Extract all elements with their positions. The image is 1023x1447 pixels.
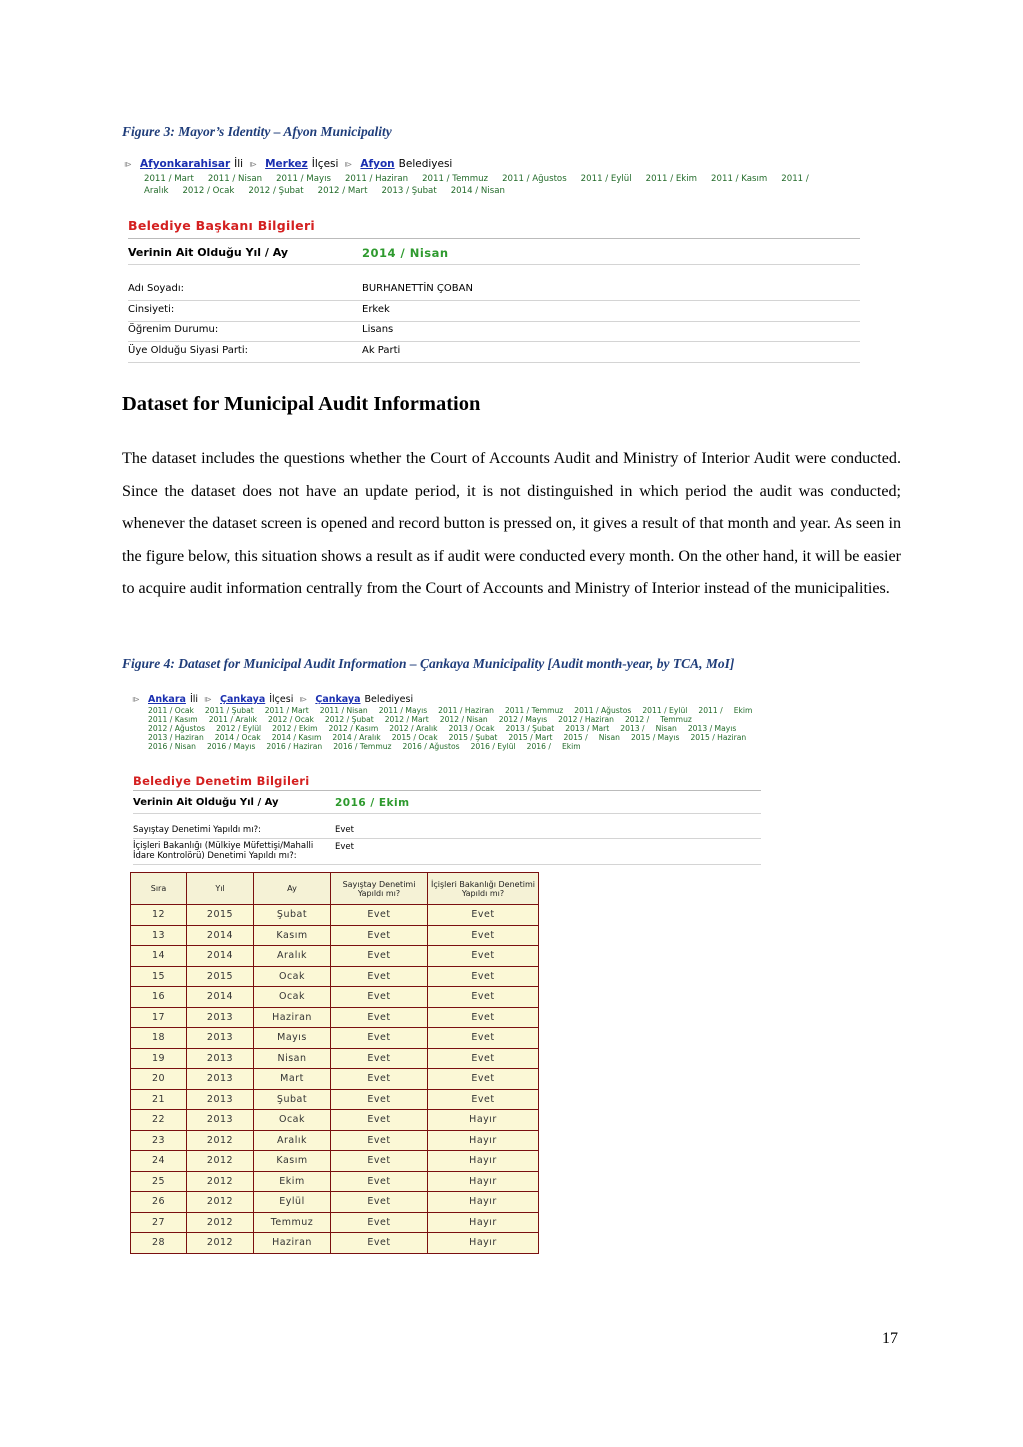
table-cell: Evet xyxy=(331,1089,428,1110)
table-cell: Evet xyxy=(331,1110,428,1131)
period-link[interactable]: 2011 / Nisan xyxy=(319,706,368,715)
period-link[interactable]: 2016 / Haziran xyxy=(266,742,323,752)
table-cell: Evet xyxy=(331,1130,428,1151)
table-cell: 19 xyxy=(131,1048,187,1069)
period-link[interactable]: 2011 / Ağustos xyxy=(574,706,632,715)
period-link[interactable]: 2014 / Ocak xyxy=(214,733,261,743)
table-cell: 23 xyxy=(131,1130,187,1151)
period-link[interactable]: Ekim xyxy=(733,706,753,715)
table-row xyxy=(131,1212,543,1233)
period-value: 2016 / Ekim xyxy=(335,797,410,809)
table-cell: 2014 xyxy=(187,987,254,1008)
table-cell: Eylül xyxy=(254,1192,331,1213)
figure-4-caption: Figure 4: Dataset for Municipal Audit Information – Çankaya Municipality [Audit month-year, by TCA, MoI] xyxy=(122,656,735,671)
period-link[interactable]: 2012 / Ocak xyxy=(182,185,235,196)
table-cell: Evet xyxy=(428,905,539,926)
table-cell: Hayır xyxy=(428,1212,539,1233)
table-cell: 2012 xyxy=(187,1212,254,1233)
table-cell: 20 xyxy=(131,1069,187,1090)
table-cell: 16 xyxy=(131,987,187,1008)
table-cell: 15 xyxy=(131,966,187,987)
table-cell: Ekim xyxy=(254,1171,331,1192)
period-link[interactable]: 2011 / Mart xyxy=(144,174,194,184)
period-link[interactable]: 2016 / Mayıs xyxy=(206,742,256,752)
table-cell: Ocak xyxy=(254,966,331,987)
table-cell: Hayır xyxy=(428,1233,539,1254)
table-cell: 2013 xyxy=(187,1069,254,1090)
period-link[interactable]: 2011 / Kasım xyxy=(148,715,198,725)
table-edge xyxy=(539,1069,543,1090)
period-link[interactable]: 2012 / Şubat xyxy=(324,715,374,725)
table-edge xyxy=(539,873,543,905)
period-link[interactable]: 2013 / Mart xyxy=(565,724,610,734)
period-link[interactable]: 2013 / Mayıs xyxy=(687,724,737,734)
table-row xyxy=(131,1233,543,1254)
table-cell: 2012 xyxy=(187,1171,254,1192)
period-link[interactable]: 2015 / Şubat xyxy=(448,733,498,743)
table-row xyxy=(131,905,543,926)
period-link[interactable]: 2016 / xyxy=(526,742,551,752)
table-cell: 24 xyxy=(131,1151,187,1172)
table-cell: Evet xyxy=(428,1007,539,1028)
column-header[interactable]: Yıl xyxy=(187,873,254,905)
table-cell: Evet xyxy=(331,1212,428,1233)
period-link[interactable]: 2011 / Eylül xyxy=(642,706,688,715)
period-link[interactable]: 2012 / Ocak xyxy=(268,715,314,725)
table-cell: Aralık xyxy=(254,1130,331,1151)
table-cell: Şubat xyxy=(254,1089,331,1110)
table-row xyxy=(131,966,543,987)
period-link[interactable]: 2016 / Temmuz xyxy=(333,742,392,752)
field-value: BURHANETTİN ÇOBAN xyxy=(362,283,473,294)
table-cell: Ocak xyxy=(254,1110,331,1131)
table-cell: Evet xyxy=(331,946,428,967)
period-link[interactable]: 2015 / xyxy=(563,733,588,743)
period-link[interactable]: 2011 / Ağustos xyxy=(502,174,567,184)
district-suffix: İlçesi xyxy=(269,694,294,705)
table-cell: 27 xyxy=(131,1212,187,1233)
table-cell: Evet xyxy=(331,1151,428,1172)
period-link[interactable]: Nisan xyxy=(598,733,620,743)
table-cell: Mart xyxy=(254,1069,331,1090)
table-cell: 2012 xyxy=(187,1233,254,1254)
period-row xyxy=(128,246,860,265)
table-cell: 14 xyxy=(131,946,187,967)
table-cell: 2015 xyxy=(187,966,254,987)
table-cell: Mayıs xyxy=(254,1028,331,1049)
table-cell: 13 xyxy=(131,925,187,946)
table-cell: Şubat xyxy=(254,905,331,926)
province-suffix: İli xyxy=(189,694,199,705)
period-link[interactable]: 2011 / Şubat xyxy=(204,706,254,715)
period-link[interactable]: 2012 / Ağustos xyxy=(148,724,206,734)
figure-3-caption: Figure 3: Mayor’s Identity – Afyon Municipality xyxy=(122,124,392,139)
table-cell: Evet xyxy=(331,1028,428,1049)
period-link[interactable]: 2012 / Eylül xyxy=(216,724,262,734)
field-row xyxy=(128,345,860,363)
period-link[interactable]: 2012 / Ekim xyxy=(272,724,318,734)
table-row xyxy=(131,1151,543,1172)
period-link[interactable]: 2013 / Şubat xyxy=(381,185,437,196)
field-row xyxy=(128,324,860,342)
table-cell: 2014 xyxy=(187,925,254,946)
table-cell: 22 xyxy=(131,1110,187,1131)
table-edge xyxy=(539,1151,543,1172)
divider xyxy=(128,238,860,239)
table-cell: 2013 xyxy=(187,1048,254,1069)
period-link[interactable]: Nisan xyxy=(655,724,677,734)
period-link[interactable]: 2011 / Aralık xyxy=(208,715,257,725)
period-link[interactable]: 2011 / Haziran xyxy=(344,174,409,184)
table-cell: Evet xyxy=(331,1048,428,1069)
period-link[interactable]: 2011 / xyxy=(781,174,809,184)
table-edge xyxy=(539,946,543,967)
table-cell: 2014 xyxy=(187,946,254,967)
period-link[interactable]: 2011 / Mayıs xyxy=(378,706,428,715)
table-edge xyxy=(539,1028,543,1049)
table-cell: Haziran xyxy=(254,1007,331,1028)
table-cell: Evet xyxy=(428,925,539,946)
arrow-icon: ⧐ xyxy=(344,159,353,169)
period-link[interactable]: Ekim xyxy=(561,742,581,752)
field-value: Lisans xyxy=(362,324,394,335)
table-cell: 2013 xyxy=(187,1110,254,1131)
table-cell: 2013 xyxy=(187,1007,254,1028)
table-header-row xyxy=(131,873,543,905)
municipality-suffix: Belediyesi xyxy=(364,694,414,705)
district-link[interactable]: Çankaya xyxy=(220,694,266,705)
table-cell: Evet xyxy=(428,1069,539,1090)
table-cell: Evet xyxy=(428,1089,539,1110)
district-link[interactable]: Merkez xyxy=(265,158,308,170)
period-link[interactable]: 2012 / Mayıs xyxy=(498,715,548,725)
period-link[interactable]: 2011 / Haziran xyxy=(438,706,494,715)
table-cell: 28 xyxy=(131,1233,187,1254)
table-cell: Ocak xyxy=(254,987,331,1008)
period-link[interactable]: 2011 / Temmuz xyxy=(504,706,564,715)
table-cell: 25 xyxy=(131,1171,187,1192)
period-link[interactable]: 2012 / Aralık xyxy=(389,724,438,734)
table-cell: Haziran xyxy=(254,1233,331,1254)
table-row xyxy=(131,987,543,1008)
section-heading: Dataset for Municipal Audit Information xyxy=(122,393,481,415)
period-link[interactable]: 2012 / Haziran xyxy=(558,715,614,725)
table-cell: Hayır xyxy=(428,1110,539,1131)
table-row xyxy=(131,925,543,946)
table-cell: Evet xyxy=(428,987,539,1008)
column-header[interactable]: Sayıştay Denetimi Yapıldı mı? xyxy=(331,873,428,905)
breadcrumb xyxy=(130,694,770,705)
field-label: Üye Olduğu Siyasi Parti: xyxy=(128,345,248,356)
period-link[interactable]: 2016 / Eylül xyxy=(470,742,516,752)
period-row xyxy=(133,797,761,814)
period-link[interactable]: Aralık xyxy=(144,185,169,196)
table-cell: 21 xyxy=(131,1089,187,1110)
table-cell: 2012 xyxy=(187,1192,254,1213)
column-header[interactable]: İçişleri Bakanlığı Denetimi Yapıldı mı? xyxy=(428,873,539,905)
period-link[interactable]: 2014 / Kasım xyxy=(271,733,322,743)
field-row xyxy=(128,304,860,322)
period-link[interactable]: 2013 / Ocak xyxy=(448,724,495,734)
table-cell: Evet xyxy=(331,1007,428,1028)
period-link[interactable]: 2011 / Ekim xyxy=(645,174,698,184)
field-label: Cinsiyeti: xyxy=(128,304,175,315)
arrow-icon: ⧐ xyxy=(132,695,140,704)
table-cell: Kasım xyxy=(254,925,331,946)
table-cell: Evet xyxy=(428,946,539,967)
period-link[interactable]: 2014 / Aralık xyxy=(332,733,381,743)
period-link[interactable]: 2011 / Temmuz xyxy=(422,174,489,184)
table-cell: Hayır xyxy=(428,1130,539,1151)
period-link[interactable]: 2015 / Mart xyxy=(508,733,553,743)
table-cell: Evet xyxy=(331,1192,428,1213)
district-suffix: İlçesi xyxy=(311,158,339,170)
field-label: Öğrenim Durumu: xyxy=(128,324,219,335)
table-cell: 2012 xyxy=(187,1151,254,1172)
arrow-icon: ⧐ xyxy=(204,695,213,704)
arrow-icon: ⧐ xyxy=(299,695,308,704)
table-row xyxy=(131,1089,543,1110)
period-link[interactable]: 2011 / Nisan xyxy=(207,174,263,184)
period-link[interactable]: 2012 / Nisan xyxy=(439,715,488,725)
field-value: Evet xyxy=(335,842,354,852)
field-row xyxy=(133,825,761,839)
table-cell: Evet xyxy=(428,966,539,987)
table-row xyxy=(131,1007,543,1028)
period-link[interactable]: 2013 / xyxy=(620,724,645,734)
arrow-icon: ⧐ xyxy=(124,159,132,169)
field-value: Ak Parti xyxy=(362,345,401,356)
table-edge xyxy=(539,1048,543,1069)
table-edge xyxy=(539,1212,543,1233)
table-edge xyxy=(539,1089,543,1110)
table-cell: Evet xyxy=(331,987,428,1008)
period-links xyxy=(144,174,860,197)
period-link[interactable]: 2014 / Nisan xyxy=(450,185,505,196)
table-edge xyxy=(539,1130,543,1151)
province-suffix: İli xyxy=(234,158,244,170)
table-cell: Evet xyxy=(428,1048,539,1069)
period-link[interactable]: 2011 / Ocak xyxy=(148,706,194,715)
table-cell: Evet xyxy=(331,925,428,946)
table-edge xyxy=(539,1110,543,1131)
table-edge xyxy=(539,925,543,946)
divider xyxy=(133,790,761,791)
period-link[interactable]: 2011 / xyxy=(698,706,723,715)
table-cell: 12 xyxy=(131,905,187,926)
field-value: Evet xyxy=(335,825,354,835)
table-edge xyxy=(539,905,543,926)
table-cell: Evet xyxy=(331,1069,428,1090)
period-label: Verinin Ait Olduğu Yıl / Ay xyxy=(128,246,289,259)
province-link[interactable]: Ankara xyxy=(148,694,186,705)
table-edge xyxy=(539,966,543,987)
column-header[interactable]: Sıra xyxy=(131,873,187,905)
table-row xyxy=(131,1028,543,1049)
table-cell: Nisan xyxy=(254,1048,331,1069)
audit-table xyxy=(130,872,542,1254)
table-cell: Temmuz xyxy=(254,1212,331,1233)
body-paragraph: The dataset includes the questions whether the Court of Accounts Audit and Ministry of Interior Audit were conducted. Since the dataset does not have an update period, it is not distinguished in which period the audit was conducted; whenever the dataset screen is opened and record button is pressed on, it gives a result of that month and year. As seen in the figure below, this situation shows a result as if audit were conducted every month. On the other hand, it will be easier to acquire audit information centrally from the Court of Accounts and Ministry of Interior instead of the municipalities. xyxy=(122,450,901,598)
table-cell: Hayır xyxy=(428,1171,539,1192)
table-edge xyxy=(539,987,543,1008)
period-link[interactable]: 2015 / Haziran xyxy=(690,733,747,743)
table-cell: Evet xyxy=(331,905,428,926)
table-edge xyxy=(539,1171,543,1192)
table-cell: 2013 xyxy=(187,1089,254,1110)
table-cell: 17 xyxy=(131,1007,187,1028)
period-value: 2014 / Nisan xyxy=(362,246,449,260)
table-edge xyxy=(539,1233,543,1254)
period-link[interactable]: 2011 / Mayıs xyxy=(276,174,331,184)
period-link[interactable]: 2012 / Kasım xyxy=(328,724,379,734)
section-title: Belediye Başkanı Bilgileri xyxy=(128,218,316,233)
period-link[interactable]: 2013 / Haziran xyxy=(148,733,204,743)
table-row xyxy=(131,1110,543,1131)
period-link[interactable]: Temmuz xyxy=(660,715,692,725)
period-link[interactable]: 2016 / Ağustos xyxy=(402,742,460,752)
period-label: Verinin Ait Olduğu Yıl / Ay xyxy=(133,797,279,808)
table-row xyxy=(131,1048,543,1069)
breadcrumb xyxy=(122,158,860,170)
table-row xyxy=(131,1171,543,1192)
table-cell: Evet xyxy=(428,1028,539,1049)
table-cell: Aralık xyxy=(254,946,331,967)
table-cell: Hayır xyxy=(428,1192,539,1213)
table-row xyxy=(131,946,543,967)
period-link[interactable]: 2012 / Mart xyxy=(317,185,368,196)
table-row xyxy=(131,1069,543,1090)
table-cell: 2015 xyxy=(187,905,254,926)
table-cell: Evet xyxy=(331,1233,428,1254)
table-cell: Evet xyxy=(331,966,428,987)
province-link[interactable]: Afyonkarahisar xyxy=(140,158,231,170)
page-number: 17 xyxy=(882,1330,898,1347)
period-link[interactable]: 2015 / Mayıs xyxy=(630,733,680,743)
table-cell: 2012 xyxy=(187,1130,254,1151)
field-label: Sayıştay Denetimi Yapıldı mı?: xyxy=(133,825,261,835)
table-cell: 2013 xyxy=(187,1028,254,1049)
table-cell: 18 xyxy=(131,1028,187,1049)
period-links xyxy=(148,706,768,751)
arrow-icon: ⧐ xyxy=(249,159,258,169)
table-edge xyxy=(539,1192,543,1213)
period-link[interactable]: 2012 / Şubat xyxy=(248,185,304,196)
table-cell: Kasım xyxy=(254,1151,331,1172)
column-header[interactable]: Ay xyxy=(254,873,331,905)
period-link[interactable]: 2011 / Mart xyxy=(264,706,309,715)
table-cell: 26 xyxy=(131,1192,187,1213)
period-link[interactable]: 2011 / Eylül xyxy=(580,174,632,184)
table-row xyxy=(131,1130,543,1151)
period-link[interactable]: 2012 / Mart xyxy=(384,715,429,725)
table-edge xyxy=(539,1007,543,1028)
table-cell: Evet xyxy=(331,1171,428,1192)
period-link[interactable]: 2016 / Nisan xyxy=(148,742,196,752)
field-label: İçişleri Bakanlığı (Mülkiye Müfettişi/Mahalli İdare Kontrolörü) Denetimi Yapıldı mı?: xyxy=(133,841,314,861)
table-row xyxy=(131,1192,543,1213)
mayor-identity-screenshot xyxy=(122,158,860,366)
table-cell: Hayır xyxy=(428,1151,539,1172)
field-value: Erkek xyxy=(362,304,390,315)
period-link[interactable]: 2011 / Kasım xyxy=(711,174,768,184)
municipality-suffix: Belediyesi xyxy=(398,158,453,170)
period-link[interactable]: 2015 / Ocak xyxy=(391,733,438,743)
field-row xyxy=(133,842,761,865)
period-link[interactable]: 2012 / xyxy=(624,715,650,725)
municipality-link[interactable]: Çankaya xyxy=(315,694,361,705)
period-link[interactable]: 2013 / Şubat xyxy=(505,724,555,734)
audit-info-screenshot xyxy=(130,694,770,1256)
section-title: Belediye Denetim Bilgileri xyxy=(133,774,310,788)
municipality-link[interactable]: Afyon xyxy=(360,158,395,170)
field-row xyxy=(128,283,860,301)
field-label: Adı Soyadı: xyxy=(128,283,184,294)
